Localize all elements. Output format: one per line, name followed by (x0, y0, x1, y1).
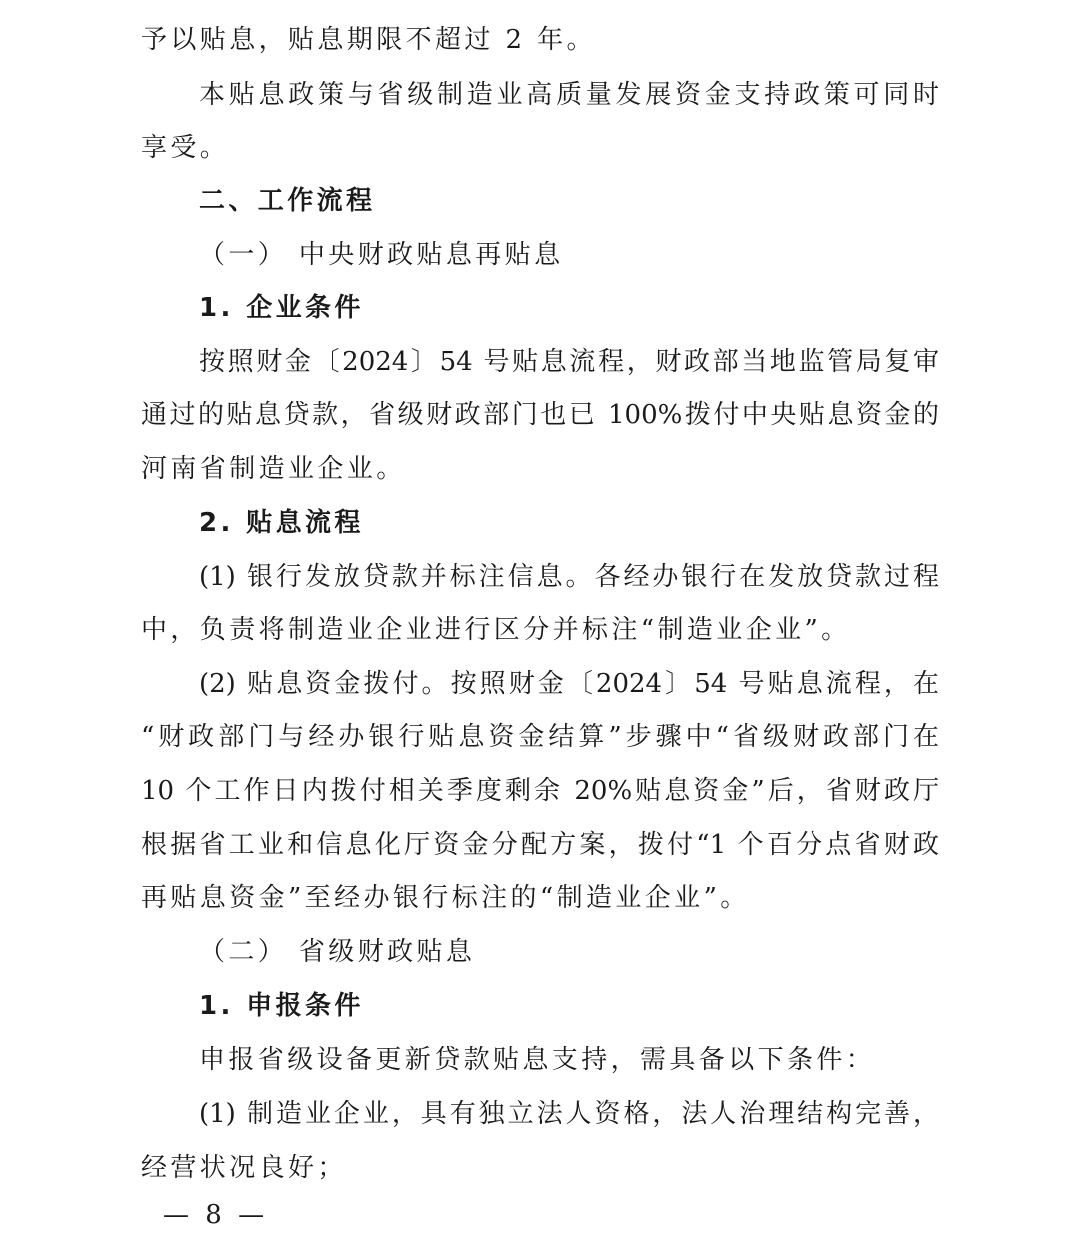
paragraph-line: 再贴息资金”至经办银行标注的“制造业企业”。 (141, 883, 750, 913)
subsection-heading: （二） 省级财政贴息 (199, 937, 476, 967)
paragraph-line: 本贴息政策与省级制造业高质量发展资金支持政策可同时 (199, 80, 939, 110)
paragraph-line: 根据省工业和信息化厅资金分配方案，拨付“1 个百分点省财政 (141, 830, 939, 860)
paragraph-line: 享受。 (141, 133, 230, 163)
page-number: — 8 — (163, 1200, 269, 1230)
paragraph-line: 河南省制造业企业。 (141, 454, 406, 484)
paragraph-line: “财政部门与经办银行贴息资金结算”步骤中“省级财政部门在 (141, 722, 939, 752)
paragraph-line: (2) 贴息资金拨付。按照财金〔2024〕54 号贴息流程，在 (199, 669, 939, 699)
item-heading: 1. 企业条件 (199, 293, 364, 323)
paragraph-line: (1) 制造业企业，具有独立法人资格，法人治理结构完善， (199, 1099, 939, 1129)
subsection-heading: （一） 中央财政贴息再贴息 (199, 240, 564, 270)
paragraph-line: 经营状况良好； (141, 1153, 347, 1183)
item-heading: 2. 贴息流程 (199, 508, 364, 538)
paragraph-line: 予以贴息，贴息期限不超过 2 年。 (141, 25, 596, 55)
paragraph-line: 中，负责将制造业企业进行区分并标注“制造业企业”。 (141, 615, 851, 645)
paragraph-line: 10 个工作日内拨付相关季度剩余 20%贴息资金”后，省财政厅 (141, 776, 939, 806)
paragraph-line: 通过的贴息贷款，省级财政部门也已 100%拨付中央贴息资金的 (141, 400, 939, 430)
paragraph-line: 按照财金〔2024〕54 号贴息流程，财政部当地监管局复审 (199, 347, 939, 377)
paragraph-line: (1) 银行发放贷款并标注信息。各经办银行在发放贷款过程 (199, 562, 939, 592)
paragraph-line: 申报省级设备更新贷款贴息支持，需具备以下条件： (199, 1045, 876, 1075)
item-heading: 1. 申报条件 (199, 991, 364, 1021)
section-heading: 二、工作流程 (199, 186, 376, 216)
